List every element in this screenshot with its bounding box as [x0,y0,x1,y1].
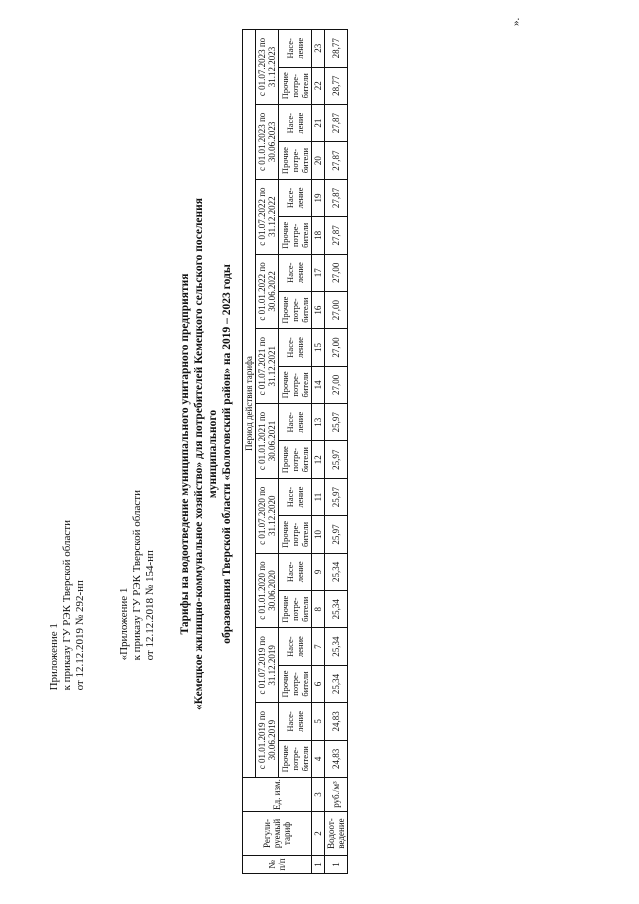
col-header-number: № п/п [243,856,312,874]
subheader-other-consumers: Прочие потре-бители [279,665,312,702]
column-number: 17 [312,254,325,291]
column-number: 11 [312,478,325,515]
tariff-value: 25,34 [325,665,348,702]
subheader-population: Насе-ление [279,478,312,515]
column-number: 8 [312,591,325,628]
period-header: с 01.07.2019 по 31.12.2019 [256,628,279,703]
subheader-population: Насе-ление [279,404,312,441]
column-number: 12 [312,441,325,478]
subheader-population: Насе-ление [279,628,312,665]
column-number: 22 [312,67,325,104]
subheader-other-consumers: Прочие потре-бители [279,142,312,179]
order-date-number: от 12.12.2019 № 292-нп [74,580,86,691]
tariff-table [242,29,348,874]
subheader-population: Насе-ление [279,104,312,141]
subheader-population: Насе-ление [279,329,312,366]
tariff-value: 27,87 [325,217,348,254]
subheader-population: Насе-ление [279,703,312,740]
tariff-value: 25,97 [325,478,348,515]
subheader-other-consumers: Прочие потре-бители [279,591,312,628]
tariff-value: 25,34 [325,628,348,665]
appendix-label: «Приложение 1 [118,587,130,661]
col-header-tariff: Регули-руемый тариф [243,812,312,856]
tariff-value: 27,87 [325,104,348,141]
subheader-other-consumers: Прочие потре-бители [279,291,312,328]
tariff-value: 27,00 [325,254,348,291]
tariff-value: 24,83 [325,740,348,777]
period-header: с 01.01.2021 по 30.06.2021 [256,404,279,479]
tariff-value: 25,97 [325,441,348,478]
closing-quote: ». [510,17,522,26]
column-number: 19 [312,179,325,216]
column-number: 3 [312,778,325,812]
subheader-other-consumers: Прочие потре-бители [279,740,312,777]
tariff-value: 27,00 [325,329,348,366]
period-header: с 01.01.2020 по 30.06.2020 [256,553,279,628]
column-number: 14 [312,366,325,403]
column-number: 16 [312,291,325,328]
order-reference: к приказу ГУ РЭК Тверской области [131,490,143,661]
appendix-header-current [48,520,87,690]
period-header: с 01.07.2020 по 31.12.2020 [256,478,279,553]
column-number: 2 [312,812,325,856]
tariff-value: 25,97 [325,516,348,553]
title-line: образования Тверской области «Бологовский район» на 2019 – 2023 годы [221,264,233,644]
row-unit: руб./м³ [325,778,348,812]
title-line: Тарифы на водоотведение муниципального унитарного предприятия [179,273,191,635]
row-number: 1 [325,856,348,874]
document-title [178,174,234,734]
tariff-value: 27,00 [325,291,348,328]
column-number: 1 [312,856,325,874]
column-number: 5 [312,703,325,740]
appendix-header-previous [118,490,157,660]
order-date-number: от 12.12.2018 № 154-нп [144,550,156,661]
subheader-other-consumers: Прочие потре-бители [279,441,312,478]
period-header: с 01.07.2023 по 31.12.2023 [256,30,279,105]
column-number: 21 [312,104,325,141]
order-reference: к приказу ГУ РЭК Тверской области [61,520,73,691]
column-number: 7 [312,628,325,665]
subheader-population: Насе-ление [279,553,312,590]
column-number: 13 [312,404,325,441]
column-number: 9 [312,553,325,590]
subheader-population: Насе-ление [279,179,312,216]
tariff-value: 27,87 [325,142,348,179]
subheader-other-consumers: Прочие потре-бители [279,67,312,104]
subheader-population: Насе-ление [279,254,312,291]
tariff-value: 27,87 [325,179,348,216]
tariff-value: 25,97 [325,404,348,441]
subheader-population: Насе-ление [279,30,312,68]
subheader-other-consumers: Прочие потре-бители [279,516,312,553]
period-header: с 01.01.2022 по 30.06.2022 [256,254,279,329]
period-header: с 01.01.2023 по 30.06.2023 [256,104,279,179]
tariff-value: 25,34 [325,553,348,590]
tariff-value: 28,77 [325,67,348,104]
column-number: 18 [312,217,325,254]
period-header: с 01.01.2019 по 30.06.2019 [256,703,279,778]
tariff-value: 24,83 [325,703,348,740]
tariff-value: 28,77 [325,30,348,68]
appendix-label: Приложение 1 [48,623,60,691]
column-number: 23 [312,30,325,68]
col-header-period: Период действия тарифа [243,30,256,778]
column-number: 10 [312,516,325,553]
col-header-unit: Ед. изм. [243,778,312,812]
tariff-value: 25,34 [325,591,348,628]
period-header: с 01.07.2021 по 31.12.2021 [256,329,279,404]
column-number: 20 [312,142,325,179]
subheader-other-consumers: Прочие потре-бители [279,217,312,254]
column-number: 6 [312,665,325,702]
tariff-value: 27,00 [325,366,348,403]
period-header: с 01.07.2022 по 31.12.2022 [256,179,279,254]
column-number: 4 [312,740,325,777]
subheader-other-consumers: Прочие потре-бители [279,366,312,403]
column-number: 15 [312,329,325,366]
row-tariff-name: Водоот-ведение [325,812,348,856]
title-line: «Кемецкое жилищно-коммунальное хозяйство» для потребителей Кемецкого сельского поселения муниципального [193,198,219,711]
